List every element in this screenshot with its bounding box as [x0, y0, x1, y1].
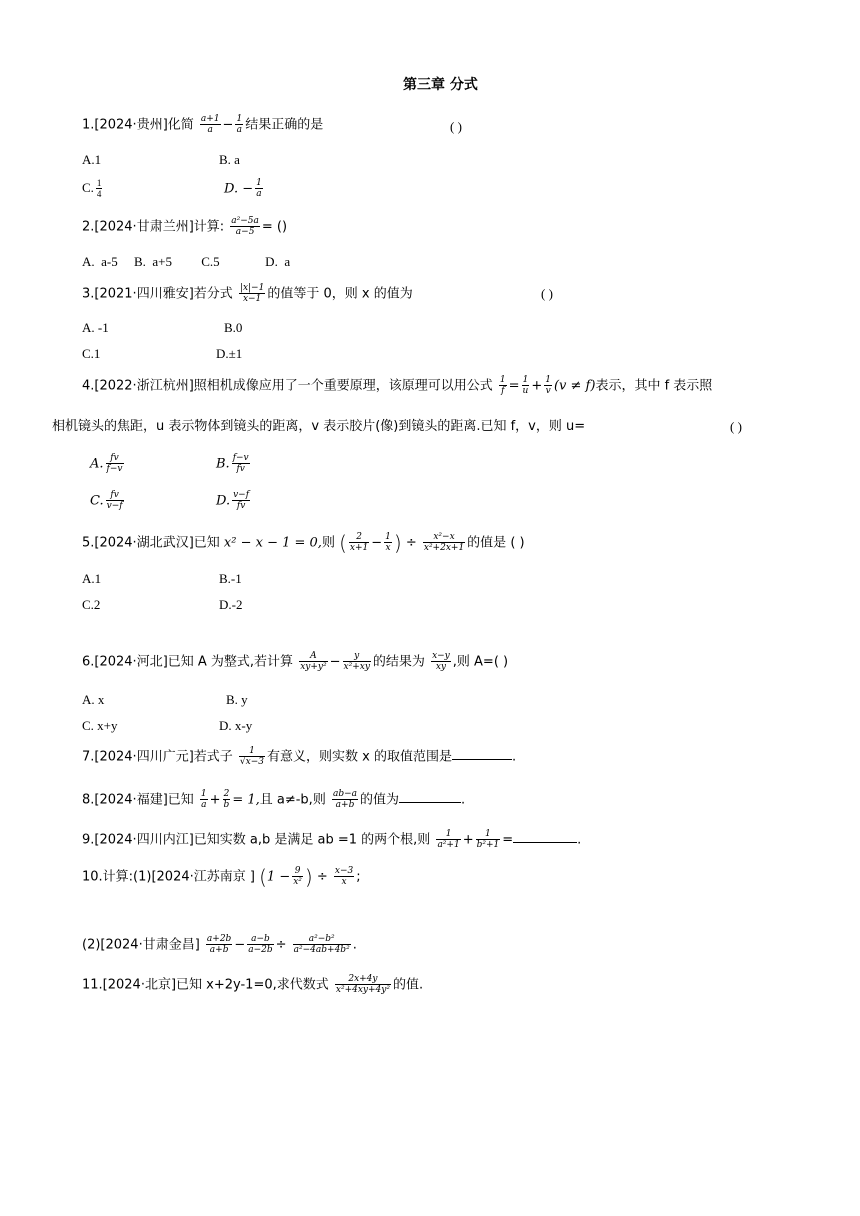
fraction: $\frac{f-v}{fv}$ — [232, 453, 249, 475]
fraction: $\frac{2x+4y}{\text{x²+4xy+4y²}}$ — [335, 974, 390, 996]
fraction: $\frac{\text{a²−b²}}{\text{a²−4ab+4b²}}$ — [293, 934, 350, 956]
fraction: $\frac{\text{x²−x}}{\text{x²+2x+1}}$ — [423, 532, 465, 554]
option-a: A. $\frac{fv}{f-v}$ — [90, 453, 123, 475]
question-4: 4.[2022·浙江杭州]照相机成像应用了一个重要原理，该原理可以用公式 $\frac{1}{f}$ = $\frac{1}{u}$ + $\frac{1}{v}$ (v ≠ f)表示，其中 f 表示照 — [82, 375, 713, 397]
fraction: $\frac{a+2b}{a+b}$ — [206, 934, 232, 956]
question-3-stem: 3.[2021·四川雅安]若分式 — [82, 286, 233, 302]
option-d: D. − $\frac{1}{a}$ — [224, 178, 262, 200]
option-c: C. $\frac{1}{4}$ — [82, 178, 102, 200]
fraction: $\frac{ab-a}{a+b}$ — [332, 789, 358, 811]
answer-blank[interactable] — [399, 802, 461, 803]
question-7-stem: 7.[2024·四川广元]若式子 — [82, 749, 233, 765]
fraction: $\frac{1}{4}$ — [96, 178, 102, 200]
question-6: 6.[2024·河北]已知 A 为整式,若计算 $\frac{A}{\text{xy+y²}}$ − $\frac{y}{\text{x²+xy}}$ 的结果为 $\frac{x-y}{xy}$ ,则 A=( ) — [82, 651, 509, 673]
fraction: $\frac{1}{v}$ — [545, 375, 551, 397]
question-10: 10.计算:(1)[2024·江苏南京 ] (1 − $\frac{9}{\text{x²}}$ ) ÷ $\frac{x-3}{x}$ ; — [82, 864, 361, 889]
option-a: A.1 — [82, 152, 102, 167]
question-2-options: A. a-5 B. a+5 C.5 D. a — [82, 254, 291, 269]
option-b: B. $\frac{f-v}{fv}$ — [216, 453, 249, 475]
fraction: $\frac{fv}{v-f}$ — [106, 490, 123, 512]
fraction: $\frac{x-3}{x}$ — [334, 866, 354, 888]
option-b: B. y — [226, 692, 248, 707]
fraction: $\frac{y}{\text{x²+xy}}$ — [343, 651, 370, 673]
question-2: 2.[2024·甘肃兰州]计算: $\frac{\text{a²−5a}}{a-5}$ = () — [82, 216, 288, 238]
fraction: $\frac{1}{a}$ — [236, 114, 243, 136]
option-c: C. $\frac{fv}{v-f}$ — [90, 490, 123, 512]
option-b: B.0 — [224, 320, 243, 335]
option-c: C. x+y — [82, 718, 118, 733]
question-11-stem: 11.[2024·北京]已知 x+2y-1=0,求代数式 — [82, 977, 329, 993]
option-b: B. a — [219, 152, 240, 167]
question-1: 1.[2024·贵州]化简 $\frac{a+1}{a}$ − $\frac{1}{a}$ 结果正确的是 — [82, 114, 324, 136]
fraction: $\frac{v-f}{fv}$ — [233, 490, 250, 512]
fraction: $\frac{1}{\text{b²+1}}$ — [476, 829, 500, 851]
answer-paren: ( ) — [730, 419, 742, 434]
question-2-stem: 2.[2024·甘肃兰州]计算: — [82, 219, 225, 235]
option-d: D. $\frac{v-f}{fv}$ — [216, 490, 250, 512]
question-4-stem: 4.[2022·浙江杭州]照相机成像应用了一个重要原理，该原理可以用公式 — [82, 378, 493, 394]
fraction: $\frac{1}{a}$ — [256, 178, 262, 200]
question-10-stem: 10.计算:(1)[2024·江苏南京 ] — [82, 869, 255, 885]
fraction: $\frac{\text{a²−5a}}{a-5}$ — [231, 216, 259, 238]
answer-paren: ( ) — [510, 535, 525, 551]
fraction: $\frac{2}{x+1}$ — [349, 532, 369, 554]
option-a: A. -1 — [82, 320, 109, 335]
option-b: B.-1 — [219, 571, 242, 586]
question-9: 9.[2024·四川内江]已知实数 a,b 是满足 ab =1 的两个根,则 $\frac{1}{\text{a²+1}}$ + $\frac{1}{\text{b²+1}}$ = . — [82, 829, 582, 851]
question-1-stem: 1.[2024·贵州]化简 — [82, 117, 194, 133]
question-8: 8.[2024·福建]已知 $\frac{1}{a}$ + $\frac{2}{b}$ = 1,且 a≠-b,则 $\frac{ab-a}{a+b}$ 的值为 . — [82, 789, 466, 811]
option-d: D.±1 — [216, 346, 243, 361]
question-9-stem: 9.[2024·四川内江]已知实数 a,b 是满足 ab =1 的两个根,则 — [82, 832, 431, 848]
fraction: $\frac{1}{x}$ — [385, 532, 391, 554]
question-5-stem: 5.[2024·湖北武汉]已知 — [82, 535, 220, 551]
question-7: 7.[2024·四川广元]若式子 $\frac{1}{√x-3}$ 有意义，则实数 x 的取值范围是 . — [82, 746, 517, 768]
fraction: $\frac{|x|-1}{x-1}$ — [239, 283, 265, 305]
page-title: 第三章 分式 — [403, 77, 478, 93]
fraction: $\frac{2}{b}$ — [223, 789, 230, 811]
question-4-stem-line2: 相机镜头的焦距，u 表示物体到镜头的距离，v 表示胶片(像)到镜头的距离.已知 f，v，则 u= — [52, 419, 586, 434]
fraction: $\frac{a+1}{a}$ — [200, 114, 220, 136]
option-c: C.1 — [82, 346, 101, 361]
fraction: $\frac{x-y}{xy}$ — [432, 651, 450, 673]
option-a: A. x — [82, 692, 105, 707]
fraction: $\frac{fv}{f-v}$ — [106, 453, 123, 475]
fraction: $\frac{1}{f}$ — [499, 375, 506, 397]
fraction: $\frac{1}{u}$ — [522, 375, 529, 397]
answer-paren: ( ) — [541, 286, 553, 301]
fraction: $\frac{9}{\text{x²}}$ — [293, 866, 302, 888]
question-6-stem: 6.[2024·河北]已知 A 为整式,若计算 — [82, 654, 294, 670]
answer-paren: ( ) — [450, 119, 462, 134]
fraction: $\frac{A}{\text{xy+y²}}$ — [300, 651, 327, 673]
question-10-part-2: (2)[2024·甘肃金昌] $\frac{a+2b}{a+b}$ − $\frac{a-b}{a-2b}$ ÷ $\frac{\text{a²−b²}}{\text{a²−4ab+4b²}}$ . — [82, 934, 357, 956]
fraction: $\frac{1}{√x-3}$ — [239, 746, 264, 768]
equation: x² − x − 1 = 0, — [223, 535, 322, 551]
answer-blank[interactable] — [452, 759, 512, 760]
question-11: 11.[2024·北京]已知 x+2y-1=0,求代数式 $\frac{2x+4y}{\text{x²+4xy+4y²}}$ 的值. — [82, 974, 424, 996]
option-c: C.2 — [82, 597, 101, 612]
option-d: D. x-y — [219, 718, 253, 733]
option-d: D.-2 — [219, 597, 243, 612]
fraction: $\frac{1}{\text{a²+1}}$ — [437, 829, 460, 851]
question-5: 5.[2024·湖北武汉]已知 x² − x − 1 = 0,则 ( $\frac{2}{x+1}$ − $\frac{1}{x}$ ) ÷ $\frac{\text{x²−x}}{\text{x²+2x+1}}$ 的值是 ( ) — [82, 530, 525, 555]
answer-blank[interactable] — [513, 842, 577, 843]
question-8-stem: 8.[2024·福建]已知 — [82, 792, 194, 808]
fraction: $\frac{1}{a}$ — [200, 789, 207, 811]
option-a: A.1 — [82, 571, 102, 586]
question-3: 3.[2021·四川雅安]若分式 $\frac{|x|-1}{x-1}$ 的值等于 0，则 x 的值为 — [82, 283, 413, 305]
fraction: $\frac{a-b}{a-2b}$ — [248, 934, 273, 956]
